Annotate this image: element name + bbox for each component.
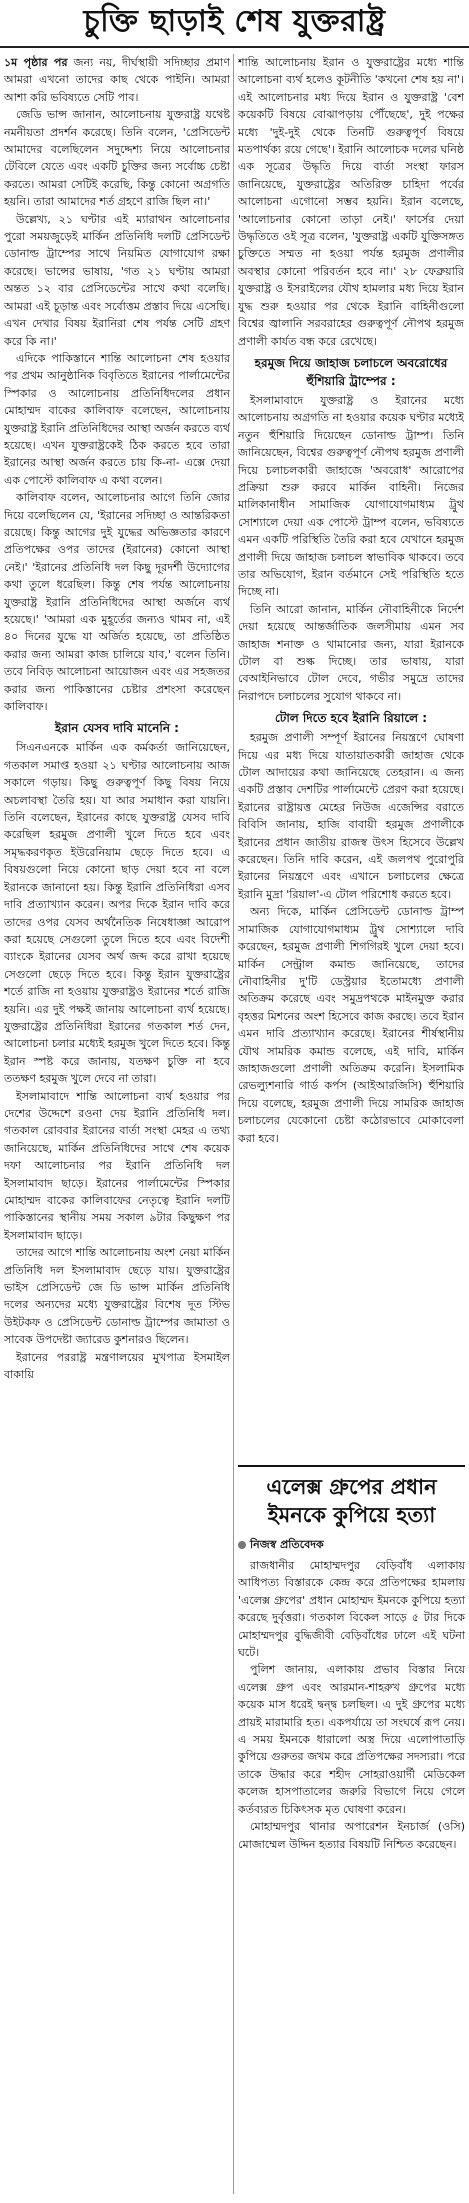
article-paragraph: অন্য দিকে, মার্কিন প্রেসিডেন্ট ডোনাল্ড ট্রাম্প সামাজিক যোগাযোগমাধ্যম ট্রুথ সোশ্যালে দাবি করেছেন, হরমুজ প্রণালী শিগগিরই খুলে দেয়া হবে। মার্কিন সেন্ট্রাল কমান্ড জানিয়েছে, তাদের নৌবাহিনীর দু'টি ডেস্ট্রয়ার ইতোমধ্যে প্রণালী অতিক্রম করেছে এবং সমুদ্রপথকে মাইনমুক্ত করার বৃহত্তর মিশনের অংশ হিসেবে কাজ করছে। তবে ইরান এমন দাবি প্রত্যাখ্যান করেছে। ইরানের শীর্ষস্থানীয় যৌথ সামরিক কমান্ড বলেছে, এই দাবি, মার্কিন জাহাজগুলো প্রণালী অতিক্রম করেনি। ইসলামিক রেভল্যুশনারি গার্ড কর্পস (আইআরজিসি) হুঁশিয়ারি দিয়ে বলেছে, হরমুজ প্রণালী দিয়ে সামরিক জাহাজ চলাচলের যেকোনো চেষ্টা কঠোরভাবে মোকাবেলা করা হবে। — [238, 905, 464, 1145]
story-paragraph: মোহাম্মদপুর থানার অপারেশন ইনচার্জ (ওসি) মোজাম্মেল উদ্দিন হত্যার বিষয়টি নিশ্চিত করেছেন। — [238, 1820, 465, 1851]
subhead: হরমুজ দিয়ে জাহাজ চলাচলে অবরোধের হুঁশিয়ারি ট্রাম্পের : — [254, 355, 448, 388]
story-headline: এলেক্স গ্রুপের প্রধান ইমনকে কুপিয়ে হত্যা — [266, 1475, 437, 1527]
article-paragraph: ইরানের পররাষ্ট্র মন্ত্রণালয়ের মুখপাত্র ইসমাইল বাকায়ি — [4, 1350, 230, 1382]
article-paragraph: উল্লেখ্য, ২১ ঘণ্টার এই ম্যারাথন আলোচনার পুরো সময়জুড়েই মার্কিন প্রতিনিধি দলটি প্রেসিডেন্ট ডোনাল্ড ট্রাম্পের সাথে নিয়মিত যোগাযোগ রক্ষা করেছে। ভান্সের ভাষায়, 'গত ২১ ঘণ্টায় আমরা অন্তত ১২ বার প্রেসিডেন্টের সাথে কথা বলেছি। আমরা এই চূড়ান্ত এবং সর্বোত্তম প্রস্তাব দিয়ে এসেছি। এখন দেখার বিষয় ইরানিরা শেষ পর্যন্ত সেটি গ্রহণ করে কি না।' — [4, 212, 230, 348]
article-paragraph: জেডি ভান্স জানান, আলোচনায় যুক্তরাষ্ট্র যথেষ্ট নমনীয়তা প্রদর্শন করেছে। তিনি বলেন, 'প্রেসিডেন্ট আমাদের বলেছিলেন সদুদ্দেশ্য নিয়ে আলোচনার টেবিলে যেতে এবং একটি চুক্তির জন্য সর্বোচ্চ চেষ্টা করতে। আমরা সেটিই করেছি, কিন্তু কোনো অগ্রগতি হয়নি। তারা আমাদের শর্ত গ্রহণে রাজি ছিল না।' — [4, 108, 230, 209]
column-divider — [233, 54, 234, 2194]
story-divider — [238, 1465, 465, 1467]
related-story-box — [238, 1465, 465, 2195]
story-body — [238, 1557, 465, 2193]
byline — [238, 1537, 465, 1553]
article-paragraph: কালিবাফ বলেন, আলোচনার আগে তিনি জোর দিয়ে বলেছিলেন যে, 'ইরানের সদিচ্ছা ও আন্তরিকতা রয়েছে। কিন্তু আগের দুই যুদ্ধের অভিজ্ঞতার কারণে প্রতিপক্ষের ওপর তাদের (ইরানের) কোনো আস্থা নেই।' 'ইরানের প্রতিনিধি দল কিছু দূরদর্শী উদ্যোগের কথা তুলে ধরেছিল। কিন্তু শেষ পর্যন্ত আলোচনায় যুক্তরাষ্ট্র ইরানি প্রতিনিধিদের আস্থা অর্জনে ব্যর্থ হয়েছে।' 'আমরা এক মুহূর্তের জন্যও থামব না, এই ৪০ দিনের যুদ্ধে যা অর্জিত হয়েছে, তা প্রতিষ্ঠিত করার জন্য আমরা কাজ চালিয়ে যাব,' বলেন তিনি। তবে নিবিড় আলোচনা আয়োজন এবং এর সহজতর করার জন্য পাকিস্তানের চেষ্টার প্রশংসা করেছেন কালিবাফ। — [4, 491, 230, 714]
article-paragraph: হরমুজ প্রণালী সম্পূর্ণ ইরানের নিয়ন্ত্রণে ঘোষণা দিয়ে এর মধ্য দিয়ে যাতায়াতকারী জাহাজ থেকে টোল আদায়ের কথা জানিয়েছে তেহরান। এ জন্য একটি প্রস্তাব দেশটির পার্লামেন্টে প্রেরণ করা হয়েছে। ইরানের রাষ্ট্রায়ত্ত মেহের নিউজ এজেন্সির বরাতে বিবিসি জানায়, হাজি বাবায়ী হরমুজ প্রণালীকে ইরানের প্রধান জাতীয় রাজস্ব উৎস হিসেবে উল্লেখ করেছেন। তিনি দাবি করেন, এই জলপথ পুরোপুরি ইরানের নিয়ন্ত্রণে এবং এখানে চলাচলের ক্ষেত্রে ইরানি মুদ্রা 'রিয়াল'-এ টোল পরিশোধ করতে হবে। — [238, 731, 464, 901]
article-paragraph: তিনি আরো জানান, মার্কিন নৌবাহিনীকে নির্দেশ দেয়া হয়েছে আন্তর্জাতিক জলসীমায় এমন সব জাহাজ শনাক্ত ও থামানোর জন্য, যারা ইরানকে টোল বা শুল্ক দিচ্ছে। তার ভাষায়, যারা বেআইনিভাবে টোল দেবে, গভীর সমুদ্রে তাদের নিরাপদে চলাচলের সুযোগ থাকবে না। — [238, 602, 464, 703]
article-paragraph: ইসলামাবাদে শান্তি আলোচনা ব্যর্থ হওয়ার পর দেশের উদ্দেশে রওনা দেয় ইরানি প্রতিনিধি দল। গতকাল রোববার ইরানের বার্তা সংস্থা মেহর এ তথ্য জানিয়েছে, মার্কিন প্রতিনিধিদের সাথে শেষ কয়েক দফা আলোচনার পর ইরানি প্রতিনিধি দল ইসলামাবাদ ছাড়ে। ইরানের পার্লামেন্টের স্পিকার মোহাম্মদ বাকের কালিবাফের নেতৃত্বে ইরানি দলটি পাকিস্তানের স্থানীয় সময় সকাল ৯টার কিছুক্ষণ পর ইসলামাবাদ ছাড়ে। — [4, 1089, 230, 1242]
article-right-column — [238, 54, 464, 1459]
article-paragraph: ইসলামাবাদে যুক্তরাষ্ট্র ও ইরানের মধ্যে আলোচনায় অগ্রগতি না হওয়ার কয়েক ঘণ্টার মধ্যেই নতুন হুঁশিয়ারি দিয়েছেন ডোনাল্ড ট্রাম্প। তিনি জানিয়েছেন, বিশ্বের গুরুত্বপূর্ণ নৌপথ হরমুজ প্রণালী দিয়ে চলাচলকারী জাহাজে 'অবরোধ' আরোপের প্রক্রিয়া শুরু করবে মার্কিন বাহিনী। নিজের মালিকানাধীন সামাজিক যোগাযোগমাধ্যম ট্রুথ সোশ্যালে দেয়া এক পোস্টে ট্রাম্প বলেন, ভবিষ্যতে এমন একটি পরিস্থিতি তৈরি করা হবে যেখানে হরমুজ প্রণালী দিয়ে জাহাজ চলাচল স্বাভাবিক থাকবে। তবে তার অভিযোগ, ইরান বর্তমানে সেই পরিস্থিতি হতে দিচ্ছে না। — [238, 393, 464, 599]
article-left-column — [4, 54, 230, 2194]
subhead: ইরান যেসব দাবি মানেনি : — [54, 721, 179, 736]
paragraph-text: জন্য নয়, দীর্ঘস্থায়ী সদিচ্ছার প্রমাণ আমরা এখনো তাদের কাছ থেকে পাইনি। আমরা আশা করি ভবিষ্যতে সেটি পাব। — [4, 56, 230, 104]
story-paragraph: রাজধানীর মোহাম্মদপুর বেড়িবাঁধ এলাকায় আধিপত্য বিস্তারকে কেন্দ্র করে প্রতিপক্ষের হামলায় 'এলেক্স গ্রুপের' প্রধান মোহাম্মদ ইমনকে কুপিয়ে হত্যা করেছে দুর্বৃত্তরা। গতকাল বিকেল সাড়ে ৫ টার দিকে মোহাম্মদপুর বুদ্ধিজীবী বেড়িবাঁধের ঢালে এই ঘটনা ঘটে। — [238, 1559, 465, 1660]
article-paragraph: তাদের আগে শান্তি আলোচনায় অংশ নেয়া মার্কিন প্রতিনিধি দল ইসলামাবাদ ছেড়ে যায়। যুক্তরাষ্ট্রের ভাইস প্রেসিডেন্ট জে ডি ভান্স মার্কিন প্রতিনিধি দলের অন্যদের মধ্যে যুক্তরাষ্ট্রের বিশেষ দূত স্টিভ উইটকফ ও প্রেসিডেন্ট ডোনাল্ড ট্রাম্পের জামাতা ও সাবেক উপদেষ্টা জ্যারেড কুশনারও ছিলেন। — [4, 1246, 230, 1347]
article-paragraph — [4, 54, 230, 106]
bullet-icon — [238, 1541, 246, 1549]
subhead: টোল দিতে হবে ইরানি রিয়ালে : — [274, 711, 428, 726]
byline-text: নিজস্ব প্রতিবেদক — [250, 1538, 324, 1551]
article-paragraph: এদিকে পাকিস্তানে শান্তি আলোচনা শেষ হওয়ার পর প্রথম আনুষ্ঠানিক বিবৃতিতে ইরানের পার্লামেন্টের স্পিকার ও আলোচনায় প্রতিনিধিদলের প্রধান মোহাম্মদ বাকের কালিবাফ বলেছেন, আলোচনায় যুক্তরাষ্ট্র ইরানি প্রতিনিধিদের আস্থা অর্জন করতে ব্যর্থ হয়েছে। এখন যুক্তরাষ্ট্রকেই ঠিক করতে হবে তারা ইরানের আস্থা অর্জন করতে চায় কি-না- এক্সে দেয়া এক পোস্টে কালিবাফ এ কথা বলেন। — [4, 351, 230, 487]
article-paragraph: শান্তি আলোচনায় ইরান ও যুক্তরাষ্ট্রের মধ্যে শান্তি আলোচনা ব্যর্থ হলেও কূটনীতি 'কখনো শেষ হয় না'। এই আলোচনার মধ্য দিয়ে ইরান ও যুক্তরাষ্ট্র 'বেশ কয়েকটি বিষয়ে বোঝাপড়ায় পৌঁছেছে', দুই পক্ষের মধ্যে 'দুই-দুই থেকে তিনটি গুরুত্বপূর্ণ বিষয়ে মতপার্থক্য রয়ে গেছে'। ইরানি আলোচক দলের ঘনিষ্ঠ এক সূত্রের উদ্ধৃতি দিয়ে বার্তা সংস্থা ফারস জানিয়েছে, যুক্তরাষ্ট্রের অতিরিক্ত চাহিদা পর্বের আলোচনা এগোনো সম্ভব হয়নি। ইরান বলেছে, 'আলোচনার কোনো তাড়া নেই।' ফার্সের দেয়া উদ্ধৃতিতে ওই সূত্র বলেন, 'যুক্তরাষ্ট্র একটি যুক্তিসঙ্গত চুক্তিতে সম্মত না হওয়া পর্যন্ত হরমুজ প্রণালীর অবস্থার কোনো পরিবর্তন হবে না।' ২৮ ফেব্রুয়ারি যুক্তরাষ্ট্র ও ইসরাইলের যৌথ হামলার মধ্য দিয়ে ইরান যুদ্ধ শুরু হওয়ার পর থেকে ইরানি বাহিনীগুলো বিশ্বের জ্বালানি সরবরাহের গুরুত্বপূর্ণ নৌপথ হরমুজ প্রণালী কার্যত বন্ধ করে রেখেছে। — [238, 56, 464, 348]
headline: চুক্তি ছাড়াই শেষ যুক্তরাষ্ট্র — [83, 4, 386, 39]
article-paragraph: সিএনএনকে মার্কিন এক কর্মকর্তা জানিয়েছেন, গতকাল সমাপ্ত হওয়া ২১ ঘণ্টার আলোচনায় আজ সকালে গড়ায়। কিছু গুরুত্বপূর্ণ কিছু বিষয় নিয়ে অচলাবস্থা তৈরি হয়। যা আর সমাধান করা যায়নি। তিনি বলেছেন, ইরানের কাছে যুক্তরাষ্ট্র যেসব দাবি করেছিল হরমুজ প্রণালী খুলে দিতে হবে এবং সমৃদ্ধকরণকৃত ইউরেনিয়াম ছেড়ে দিতে হবে। এ বিষয়গুলো নিয়ে কোনো ছাড় দেয়া হবে না বলে ইরানকে জানানো হয়। কিন্তু ইরানি প্রতিনিধিরা এসব দাবি প্রত্যাখ্যান করেন। অপর দিকে ইরান দাবি করে তাদের ওপর যেসব অর্থনৈতিক নিষেধাজ্ঞা আরোপ করা হয়েছে সেগুলো তুলে দিতে হবে এবং বিদেশী ব্যাংকে ইরানের যেসব অর্থ জব্দ করে রাখা হয়েছে সেগুলো ছেড়ে দিতে হবে। কিন্তু ইরান যুক্তরাষ্ট্রের শর্তে রাজি না হওয়ায় যুক্তরাষ্ট্রও ইরানের শর্তে রাজি হয়নি। এর দুই পক্ষই জানায় আলোচনা ব্যর্থ হয়েছে। যুক্তরাষ্ট্রের প্রতিনিধিরা ইরানের গতকাল শর্ত দেন, আলোচনা চলার মধ্যেই হরমুজ খুলে দিতে হবে। কিন্তু ইরান স্পষ্ট করে জানায়, যতক্ষণ চুক্তি না হবে ততক্ষণ হরমুজ খুলে দেবে না তারা। — [4, 741, 230, 1086]
headline-rule — [0, 46, 469, 48]
story-paragraph: পুলিশ জানায়, এলাকায় প্রভাব বিস্তার নিয়ে এলেক্স গ্রুপ এবং আরমান-শাহরুখ গ্রুপের মধ্যে কয়েক মাস ধরেই দ্বন্দ্ব চলছিল। এ দুই গ্রুপের মধ্যে প্রায়ই মারামারি হত। একপর্যায়ে তা সংঘর্ষে রূপ নেয়। এ সময় ইমনকে ধারালো অস্ত্র দিয়ে এলোপাতাড়ি কুপিয়ে গুরুতর জখম করে প্রতিপক্ষের সদস্যরা। পরে তাকে উদ্ধার করে শহীদ সোহরাওয়ার্দী মেডিকেল কলেজ হাসপাতালের জরুরি বিভাগে নিয়ে গেলে কর্তব্যরত চিকিৎসক মৃত ঘোষণা করেন। — [238, 1663, 465, 1816]
continuation-label: ১ম পৃষ্ঠার পর — [4, 56, 68, 69]
